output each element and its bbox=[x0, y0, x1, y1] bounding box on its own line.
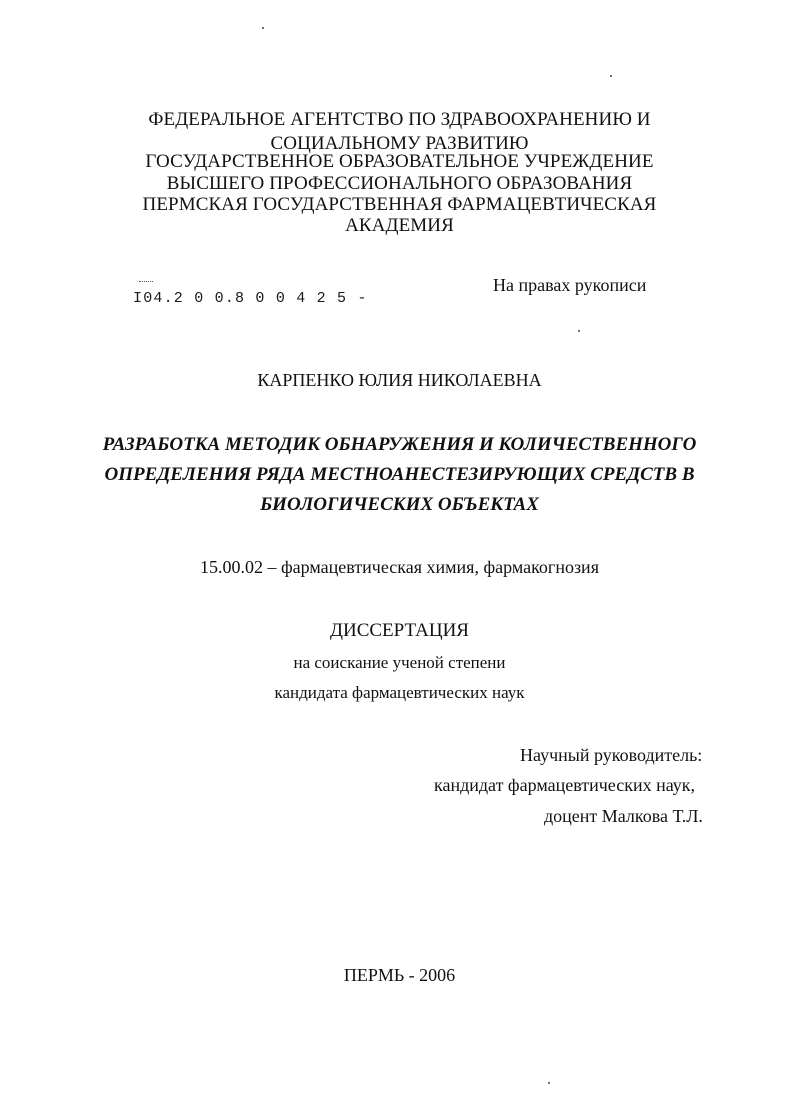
scan-speck bbox=[548, 1082, 550, 1084]
supervisor-degree: кандидат фармацевтических наук, bbox=[434, 775, 696, 795]
header-line-2: СОЦИАЛЬНОМУ РАЗВИТИЮ bbox=[270, 133, 529, 154]
registration-stamp-number: I04.2 0 0.8 0 0 4 2 5 - bbox=[133, 290, 368, 307]
header-line-6: АКАДЕМИЯ bbox=[345, 215, 454, 236]
supervisor-name: доцент Малкова Т.Л. bbox=[544, 806, 703, 826]
header-line-4: ВЫСШЕГО ПРОФЕССИОНАЛЬНОГО ОБРАЗОВАНИЯ bbox=[166, 173, 633, 194]
scan-speck bbox=[610, 75, 612, 77]
stamp-mark bbox=[139, 281, 153, 284]
title-line-2: ОПРЕДЕЛЕНИЯ РЯДА МЕСТНОАНЕСТЕЗИРУЮЩИХ СРЕДСТВ В bbox=[104, 464, 695, 485]
author-name: КАРПЕНКО ЮЛИЯ НИКОЛАЕВНА bbox=[257, 370, 542, 390]
header-line-5: ПЕРМСКАЯ ГОСУДАРСТВЕННАЯ ФАРМАЦЕВТИЧЕСКАЯ bbox=[142, 194, 657, 215]
supervisor-heading: Научный руководитель: bbox=[520, 745, 703, 765]
document-type: ДИССЕРТАЦИЯ bbox=[330, 620, 469, 641]
manuscript-rights-note: На правах рукописи bbox=[493, 275, 647, 295]
title-line-3: БИОЛОГИЧЕСКИХ ОБЪЕКТАХ bbox=[260, 494, 539, 515]
scan-speck bbox=[262, 27, 264, 29]
header-line-1: ФЕДЕРАЛЬНОЕ АГЕНТСТВО ПО ЗДРАВООХРАНЕНИЮ И bbox=[148, 109, 651, 130]
scan-speck bbox=[578, 330, 580, 332]
specialty-code: 15.00.02 – фармацевтическая химия, фармакогнозия bbox=[200, 557, 599, 577]
city-year: ПЕРМЬ - 2006 bbox=[343, 965, 456, 985]
title-line-1: РАЗРАБОТКА МЕТОДИК ОБНАРУЖЕНИЯ И КОЛИЧЕСТВЕННОГО bbox=[102, 434, 697, 455]
degree-line-1: на соискание ученой степени bbox=[293, 653, 506, 672]
degree-line-2: кандидата фармацевтических наук bbox=[274, 683, 525, 702]
header-line-3: ГОСУДАРСТВЕННОЕ ОБРАЗОВАТЕЛЬНОЕ УЧРЕЖДЕНИЕ bbox=[145, 151, 654, 172]
